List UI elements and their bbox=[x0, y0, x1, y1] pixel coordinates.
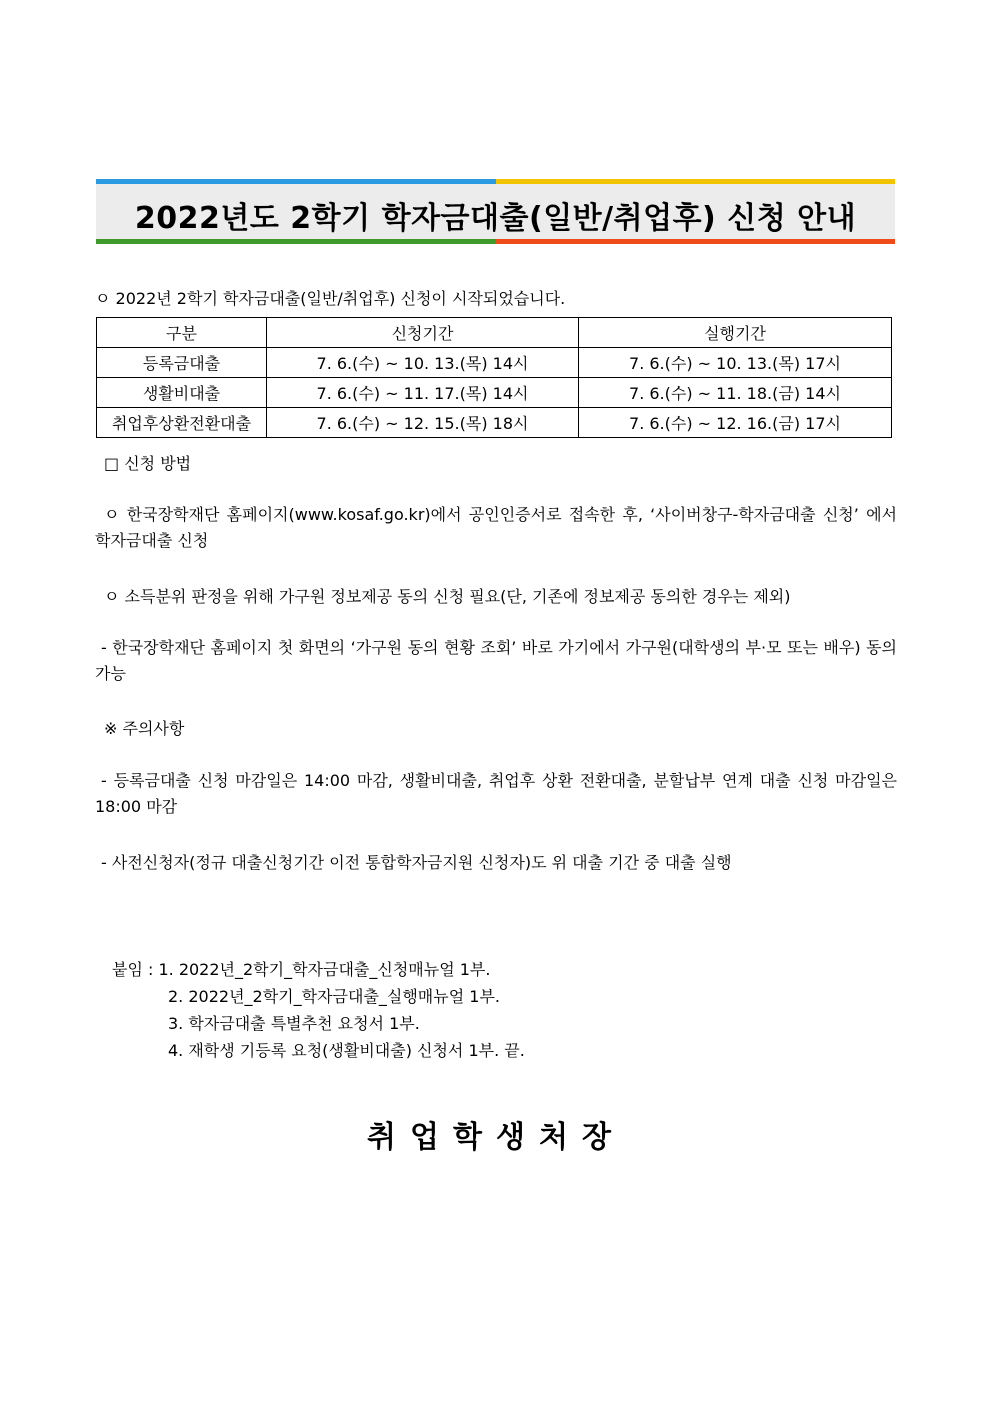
table-header-row bbox=[97, 318, 892, 348]
table-header-cell: 신청기간 bbox=[267, 318, 579, 348]
title-bar-blue bbox=[96, 179, 496, 184]
method-item-3: - 한국장학재단 홈페이지 첫 화면의 ‘가구원 동의 현황 조회’ 바로 가기에서 가구원(대학생의 부·모 또는 배우) 동의 가능 bbox=[95, 638, 897, 683]
caution-item-2: - 사전신청자(정규 대출신청기간 이전 통합학자금지원 신청자)도 위 대출 기간 중 대출 실행 bbox=[101, 853, 732, 872]
table-header-cell: 구분 bbox=[97, 318, 267, 348]
title-banner bbox=[96, 179, 895, 244]
method-item-1: ㅇ 한국장학재단 홈페이지(www.kosaf.go.kr)에서 공인인증서로 접속한 후, ‘사이버창구-학자금대출 신청’ 에서 학자금대출 신청 bbox=[95, 505, 897, 550]
table-row bbox=[97, 408, 892, 438]
title-bar-red bbox=[496, 239, 895, 244]
table-row bbox=[97, 348, 892, 378]
caution-heading: ※ 주의사항 bbox=[104, 719, 185, 738]
attachment-1: 붙임 : 1. 2022년_2학기_학자금대출_신청매뉴얼 1부. bbox=[112, 960, 491, 979]
table-header-cell: 실행기간 bbox=[579, 318, 892, 348]
title-bar-green bbox=[96, 239, 496, 244]
attachment-2: 2. 2022년_2학기_학자금대출_실행매뉴얼 1부. bbox=[168, 987, 500, 1006]
attachment-4: 4. 재학생 기등록 요청(생활비대출) 신청서 1부. 끝. bbox=[168, 1041, 525, 1060]
title-bar-yellow bbox=[496, 179, 895, 184]
table-cell: 생활비대출 bbox=[97, 378, 267, 408]
table-row bbox=[97, 378, 892, 408]
method-item-2: ㅇ 소득분위 판정을 위해 가구원 정보제공 동의 신청 필요(단, 기존에 정보제공 동의한 경우는 제외) bbox=[104, 587, 791, 606]
attachment-3: 3. 학자금대출 특별추천 요청서 1부. bbox=[168, 1014, 420, 1033]
intro-text: ㅇ 2022년 2학기 학자금대출(일반/취업후) 신청이 시작되었습니다. bbox=[95, 289, 566, 308]
table-cell: 7. 6.(수) ~ 10. 13.(목) 17시 bbox=[579, 348, 892, 378]
method-heading: □ 신청 방법 bbox=[104, 454, 192, 473]
table-cell: 취업후상환전환대출 bbox=[97, 408, 267, 438]
page-title: 2022년도 2학기 학자금대출(일반/취업후) 신청 안내 bbox=[134, 201, 857, 236]
table-cell: 등록금대출 bbox=[97, 348, 267, 378]
caution-item-1: - 등록금대출 신청 마감일은 14:00 마감, 생활비대출, 취업후 상환 전환대출, 분할납부 연계 대출 신청 마감일은 18:00 마감 bbox=[95, 771, 897, 816]
table-cell: 7. 6.(수) ~ 11. 18.(금) 14시 bbox=[579, 378, 892, 408]
schedule-table bbox=[96, 317, 892, 438]
table-cell: 7. 6.(수) ~ 12. 15.(목) 18시 bbox=[267, 408, 579, 438]
table-cell: 7. 6.(수) ~ 12. 16.(금) 17시 bbox=[579, 408, 892, 438]
table-cell: 7. 6.(수) ~ 10. 13.(목) 14시 bbox=[267, 348, 579, 378]
table-cell: 7. 6.(수) ~ 11. 17.(목) 14시 bbox=[267, 378, 579, 408]
signature: 취업학생처장 bbox=[367, 1120, 625, 1155]
